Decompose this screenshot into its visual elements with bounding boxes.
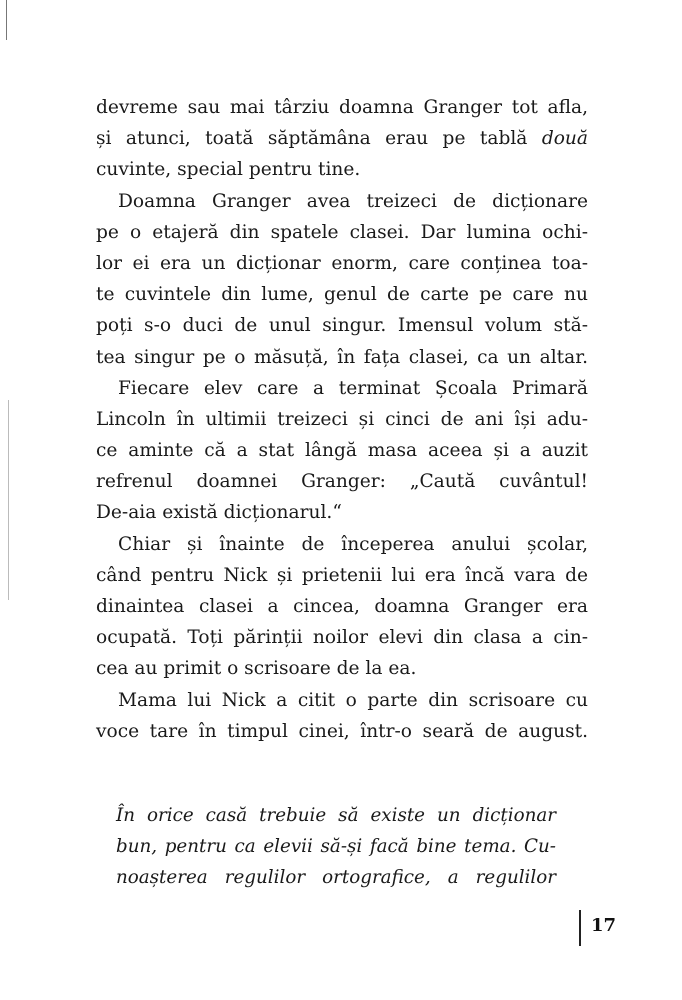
text-line: cea au primit o scrisoare de la ea. [96,658,417,680]
letter-excerpt [116,800,556,893]
text-line: dinaintea clasei a cincea, doamna Granger era [96,596,588,617]
text-line: refrenul doamnei Granger: „Caută cuvântul! [96,471,588,493]
letter-line: noașterea regulilor ortografice, a regulilor [116,867,556,888]
text-line-start: și atunci, toată săptămâna erau pe tablă [96,128,542,150]
text-line: devreme sau mai târziu doamna Granger tot afla, [96,97,588,118]
text-line: poți s-o duci de unul singur. Imensul volum stă- [96,315,588,337]
text-line: lor ei era un dicționar enorm, care conținea toa- [96,252,588,274]
page-number: 17 [591,915,617,936]
body-text [96,92,588,747]
text-line: Mama lui Nick a citit o parte din scrisoare cu [118,689,588,711]
text-line: Fiecare elev care a terminat Școala Primară [118,377,588,399]
text-line: tea singur pe o măsuță, în fața clasei, ca un altar. [96,346,588,368]
text-line: Chiar și înainte de începerea anului școlar, [118,533,588,555]
text-line: cuvinte, special pentru tine. [96,159,361,181]
text-line [96,123,588,154]
text-line: ce aminte că a stat lângă masa aceea și a auzit [96,440,588,462]
scan-edge-line [6,0,7,40]
folio-rule [579,910,581,946]
letter-line: În orice casă trebuie să existe un dicționar [116,805,556,826]
text-line: când pentru Nick și prietenii lui era încă vara de [96,564,588,586]
text-line: ocupată. Toți părinții noilor elevi din clasa a cin- [96,627,588,649]
emphasis-word: două [541,128,588,150]
text-line: De-aia există dicționarul.“ [96,502,342,524]
scan-margin-mark [8,400,9,600]
text-line: te cuvintele din lume, genul de carte pe care nu [96,284,588,306]
text-line: voce tare în timpul cinei, într-o seară de august. [96,720,588,742]
text-line: Lincoln în ultimii treizeci și cinci de ani își adu- [96,408,588,430]
text-line: Doamna Granger avea treizeci de dicționare [118,190,588,212]
letter-line: bun, pentru ca elevii să-și facă bine tema. Cu- [116,836,556,857]
text-line: pe o etajeră din spatele clasei. Dar lumina ochi- [96,221,588,243]
